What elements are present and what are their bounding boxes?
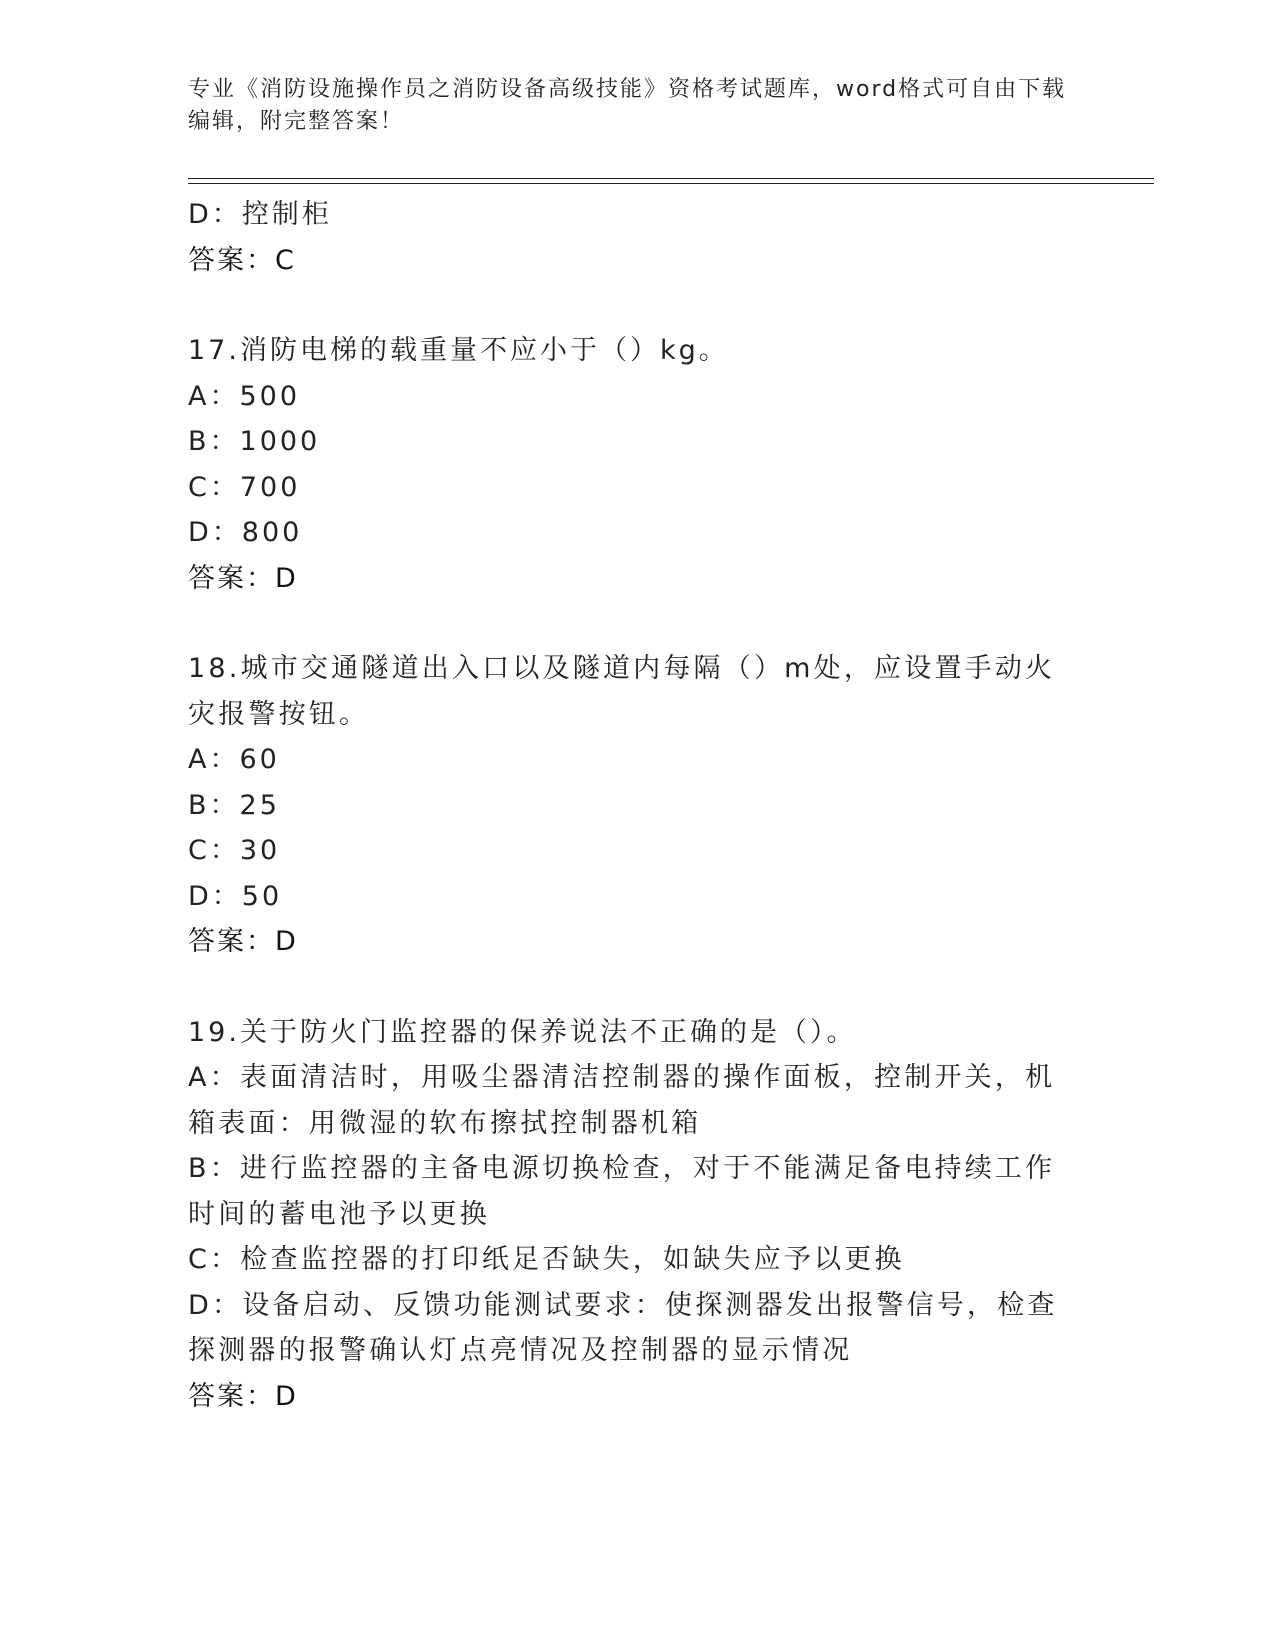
option-a: A：表面清洁时，用吸尘器清洁控制器的操作面板，控制开关，机箱表面：用微湿的软布擦拭控制器机箱	[188, 1062, 1056, 1139]
question-17	[188, 328, 1088, 601]
prev-option-d: D：控制柜	[188, 199, 332, 230]
option-c: C：30	[188, 835, 281, 866]
header-rule-top	[188, 178, 1154, 179]
option-a: A：500	[188, 380, 301, 412]
header-rule-bottom	[188, 183, 1154, 184]
option-b: B：进行监控器的主备电源切换检查，对于不能满足备电持续工作时间的蓄电池予以更换	[188, 1153, 1056, 1230]
question-content	[188, 192, 1088, 1419]
question-stem: 17.消防电梯的载重量不应小于（）kg。	[188, 335, 729, 366]
question-stem: 19.关于防火门监控器的保养说法不正确的是（）。	[188, 1016, 857, 1048]
option-d: D：设备启动、反馈功能测试要求：使探测器发出报警信号，检查探测器的报警确认灯点亮情况及控制器的显示情况	[188, 1289, 1058, 1366]
question-answer: 答案：D	[188, 1380, 298, 1412]
option-b: B：1000	[188, 426, 321, 457]
prev-answer: 答案：C	[188, 244, 296, 276]
option-c: C：700	[188, 471, 301, 503]
page-header: 专业《消防设施操作员之消防设备高级技能》资格考试题库，word格式可自由下载编辑，附完整答案！	[188, 77, 1067, 134]
option-b: B：25	[188, 789, 280, 821]
question-stem: 18.城市交通隧道出入口以及隧道内每隔（）m处，应设置手动火灾报警按钮。	[188, 653, 1056, 730]
question-answer: 答案：D	[188, 926, 298, 957]
option-d: D：800	[188, 517, 303, 548]
question-18	[188, 646, 1088, 965]
option-d: D：50	[188, 880, 283, 912]
option-a: A：60	[188, 744, 280, 775]
question-answer: 答案：D	[188, 562, 298, 594]
option-c: C：检查监控器的打印纸足否缺失，如缺失应予以更换	[188, 1244, 905, 1275]
question-19	[188, 1010, 1088, 1420]
